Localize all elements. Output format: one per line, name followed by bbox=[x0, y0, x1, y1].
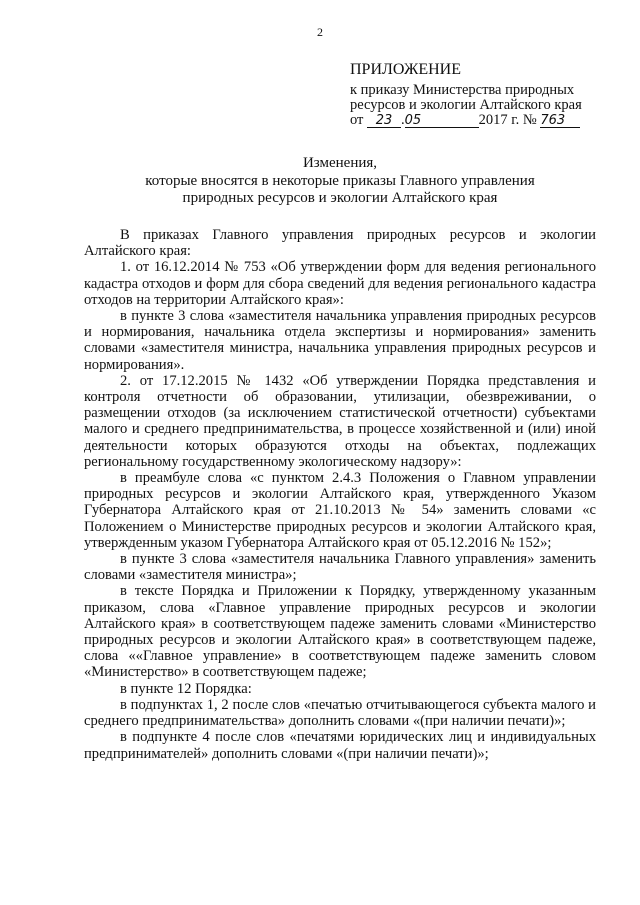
page-number: 2 bbox=[317, 25, 323, 39]
handwritten-day: 23 bbox=[367, 115, 401, 128]
paragraph-preamble: в преамбуле слова «с пунктом 2.4.3 Положения о Главном управлении природных ресурсов и экологии Алтайского края, утвержденного Указом Губернатора Алтайского края от 21.10.2013 № 54» заменить словами «с Положением о Министерстве природных ресурсов и экологии Алтайского края, утвержденным указом Губернатора Алтайского края от 05.12.2016 № 152»; bbox=[84, 470, 596, 551]
handwritten-order-number: 763 bbox=[540, 115, 580, 128]
paragraph-item-1: 1. от 16.12.2014 № 753 «Об утверждении форм для ведения регионального кадастра отходов и форм для сбора сведений для ведения регионального кадастра отходов на территории Алтайского края»: bbox=[84, 259, 596, 308]
paragraph-subpoint-4: в подпункте 4 после слов «печатями юридических лиц и индивидуальных предпринимателей» дополнить словами «(при наличии печати)»; bbox=[84, 729, 596, 762]
appendix-ministry-line: ресурсов и экологии Алтайского края bbox=[350, 97, 582, 113]
handwritten-month: 05 bbox=[405, 115, 479, 128]
paragraph-item-2: 2. от 17.12.2015 № 1432 «Об утверждении Порядка представления и контроля отчетности об образовании, утилизации, обезвреживании, о размещении отходов (за исключением статистической отчетности) субъектами малого и среднего предпринимательства, в процессе хозяйственной и (или) иной деятельности которых образуются отходы на объектах, подлежащих региональному государственному экологическому надзору»: bbox=[84, 372, 596, 470]
paragraph-point-12: в пункте 12 Порядка: bbox=[120, 680, 252, 697]
paragraph-text-replacement: в тексте Порядка и Приложении к Порядку, утвержденному указанным приказом, слова «Главное управление природных ресурсов и экологии Алтайского края» в соответствующем падеже заменить словами «Министерство природных ресурсов и экологии Алтайского края» в соответствующем падеже, слова ««Главное управление» в соответствующем падеже заменить словом «Министерство» в соответствующем падеже; bbox=[84, 583, 596, 681]
date-prefix: от bbox=[350, 112, 364, 128]
paragraph-subpoints-1-2: в подпунктах 1, 2 после слов «печатью отчитывающегося субъекта малого и среднего предпринимательства» дополнить словами «(при наличии печати)»; bbox=[84, 696, 596, 730]
paragraph-item-1-point-3: в пункте 3 слова «заместителя начальника управления природных ресурсов и нормирования, начальника отдела экспертизы и нормирования» заменить словами «заместителя министра, начальника управления природных ресурсов и нормирования». bbox=[84, 308, 596, 373]
appendix-title: ПРИЛОЖЕНИЕ bbox=[350, 61, 462, 78]
appendix-block bbox=[350, 62, 620, 128]
heading-subtitle-line1: которые вносятся в некоторые приказы Главного управления bbox=[145, 172, 535, 189]
heading-subtitle-line2: природных ресурсов и экологии Алтайского края bbox=[182, 190, 498, 206]
document-heading bbox=[60, 155, 620, 208]
date-year: 2017 г. № bbox=[478, 112, 537, 128]
document-body bbox=[84, 227, 596, 762]
paragraph-item-2-point-3: в пункте 3 слова «заместителя начальника Главного управления» заменить словами «заместителя министра»; bbox=[84, 551, 596, 584]
heading-title: Изменения, bbox=[302, 155, 378, 171]
appendix-order-line: к приказу Министерства природных bbox=[350, 82, 575, 98]
appendix-date-line: от 23 .05 2017 г. № 763 bbox=[350, 113, 620, 128]
paragraph-intro: В приказах Главного управления природных ресурсов и экологии Алтайского края: bbox=[84, 227, 596, 260]
